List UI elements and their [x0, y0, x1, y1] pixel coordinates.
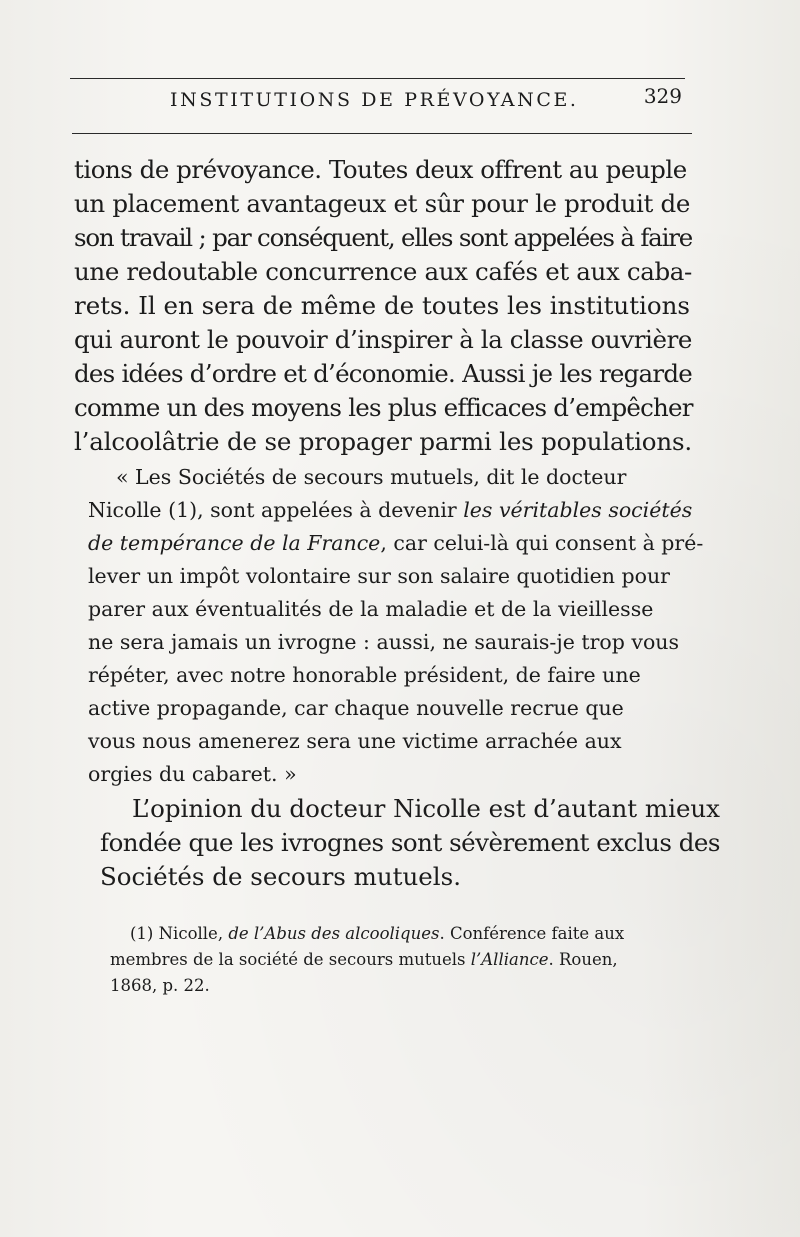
text-line: tions de prévoyance. Toutes deux offrent au peuple [74, 155, 687, 184]
quote-italic-text: de tempérance de la France [88, 531, 381, 555]
footnote-text: . Conférence faite aux [439, 924, 625, 943]
footnote-italic-text: l’Alliance [470, 950, 549, 969]
text-line: une redoutable concurrence aux cafés et aux caba- [74, 257, 692, 286]
text-line: L’opinion du docteur Nicolle est d’autant mieux [132, 794, 720, 823]
footnote-text: . Rouen, [548, 950, 618, 969]
footnote-text: (1) Nicolle, [130, 924, 229, 943]
text-line: des idées d’ordre et d’économie. Aussi je les regarde [74, 359, 692, 388]
text-line: rets. Il en sera de même de toutes les institutions [74, 291, 690, 320]
quote-line: parer aux éventualités de la maladie et de la vieillesse [88, 597, 654, 621]
running-title: INSTITUTIONS DE PRÉVOYANCE. [170, 89, 579, 111]
quote-line [88, 495, 708, 525]
quote-italic-text: les véritables sociétés [463, 498, 693, 522]
text-line: comme un des moyens les plus efficaces d’empêcher [74, 393, 693, 422]
header-rule-bottom [72, 133, 692, 134]
quote-line: répéter, avec notre honorable président, de faire une [88, 663, 641, 687]
quote-line [88, 528, 708, 558]
quote-text: , car celui-là qui consent à pré- [380, 531, 704, 555]
quote-line [116, 462, 708, 492]
footnote-text: membres de la société de secours mutuels [110, 950, 471, 969]
text-line: un placement avantageux et sûr pour le produit de [74, 189, 690, 218]
text-line: Sociétés de secours mutuels. [100, 862, 461, 891]
text-line: son travail ; par conséquent, elles sont appelées à faire [74, 223, 692, 252]
footnote-line: 1868, p. 22. [110, 976, 210, 995]
footnote-italic-text: de l’Abus des alcooliques [228, 924, 440, 943]
quote-line: active propagande, car chaque nouvelle recrue que [88, 696, 624, 720]
text-line: fondée que les ivrognes sont sévèrement exclus des [100, 828, 720, 857]
page-number: 329 [643, 84, 682, 108]
running-header [72, 84, 692, 124]
text-line: l’alcoolâtrie de se propager parmi les populations. [74, 427, 692, 456]
quote-text: Nicolle (1), sont appelées à devenir [88, 498, 464, 522]
footnote-line [130, 922, 720, 946]
header-rule-top [70, 78, 685, 79]
quote-text: « Les Sociétés de secours mutuels, dit le docteur [116, 465, 627, 489]
quote-line: orgies du cabaret. » [88, 762, 297, 786]
quote-line: lever un impôt volontaire sur son salaire quotidien pour [88, 564, 670, 588]
quote-line: ne sera jamais un ivrogne : aussi, ne saurais-je trop vous [88, 630, 680, 654]
text-line: qui auront le pouvoir d’inspirer à la classe ouvrière [74, 325, 692, 354]
bleed-through-shading [110, 990, 720, 1150]
footnote-line [110, 948, 720, 972]
quote-line: vous nous amenerez sera une victime arrachée aux [88, 729, 622, 753]
